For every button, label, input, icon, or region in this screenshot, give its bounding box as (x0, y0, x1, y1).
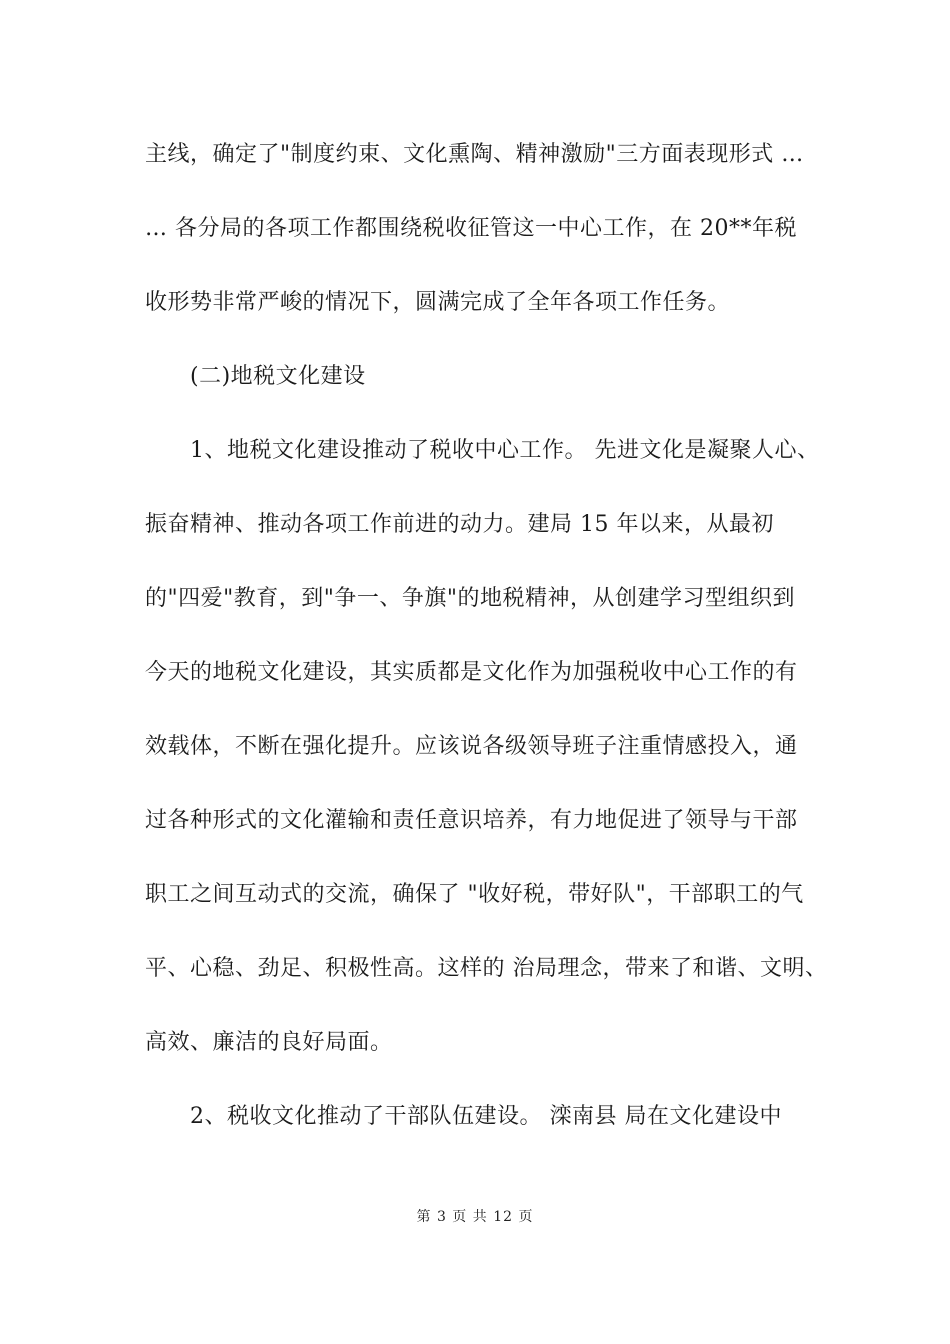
text-line-14: 2、税收文化推动了干部队伍建设。 滦南县 局在文化建设中 (145, 1104, 782, 1129)
text-line-1: 主线，确定了"制度约束、文化熏陶、精神激励"三方面表现形式 … (145, 142, 804, 167)
section-heading: (二)地税文化建设 (145, 364, 366, 389)
text-line-3: 收形势非常严峻的情况下，圆满完成了全年各项工作任务。 (145, 290, 731, 315)
text-line-2: … 各分局的各项工作都围绕税收征管这一中心工作，在 20**年税 (145, 216, 797, 241)
text-line-8: 今天的地税文化建设，其实质都是文化作为加强税收中心工作的有 (145, 660, 798, 685)
text-line-5: 1、地税文化建设推动了税收中心工作。 先进文化是凝聚人心、 (145, 438, 820, 463)
text-line-6: 振奋精神、推动各项工作前进的动力。建局 15 年以来，从最初 (145, 512, 774, 537)
text-line-7: 的"四爱"教育，到"争一、争旗"的地税精神，从创建学习型组织到 (145, 586, 795, 611)
text-line-11: 职工之间互动式的交流，确保了 "收好税，带好队"，干部职工的气 (145, 882, 804, 907)
text-line-13: 高效、廉洁的良好局面。 (145, 1030, 393, 1055)
text-line-10: 过各种形式的文化灌输和责任意识培养，有力地促进了领导与干部 (145, 808, 798, 833)
text-line-9: 效载体，不断在强化提升。应该说各级领导班子注重情感投入，通 (145, 734, 798, 759)
text-line-12: 平、心稳、劲足、积极性高。这样的 治局理念，带来了和谐、文明、 (145, 956, 828, 981)
page-number-footer: 第 3 页 共 12 页 (416, 1209, 534, 1225)
